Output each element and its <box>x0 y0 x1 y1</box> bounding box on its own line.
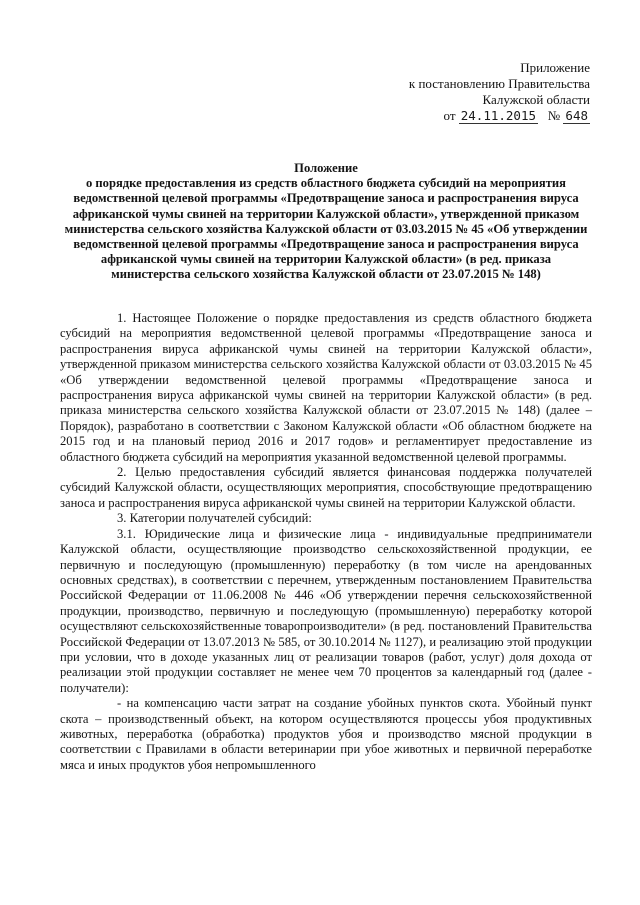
paragraph-bullet-1: - на компенсацию части затрат на создание убойных пунктов скота. Убойный пункт скота – производственный объект, на котором осуществляются процессы убоя продуктивных животных, переработка (обработка) продуктов убоя и производство мясной продукции в соответствии с Правилами в области ветеринарии при убое животных и первичной переработке мяса и иных продуктов убоя непромышленного <box>60 696 592 772</box>
paragraph-1: 1. Настоящее Положение о порядке предоставления из средств областного бюджета субсидий на мероприятия ведомственной целевой программы «Предотвращение заноса и распространения вируса африканской чумы свиней на территории Калужской области», утвержденной приказом министерства сельского хозяйства Калужской области от 03.03.2015 № 45 «Об утверждении ведомственной целевой программы «Предотвращение заноса и распространения вируса африканской чумы свиней на территории Калужской области» (в ред. приказа министерства сельского хозяйства Калужской области от 23.07.2015 № 148) (далее – Порядок), разработано в соответствии с Законом Калужской области «Об областном бюджете на 2015 год и на плановый период 2016 и 2017 годов» и регламентирует предоставление из областного бюджета субсидий на мероприятия указанной ведомственной целевой программы. <box>60 311 592 464</box>
appendix-label: Приложение <box>520 60 590 75</box>
document-title <box>60 161 592 283</box>
title-heading: Положение <box>294 161 358 175</box>
resolution-date: 24.11.2015 <box>460 108 537 123</box>
appendix-date-line <box>330 108 590 124</box>
paragraph-2: 2. Целью предоставления субсидий является финансовая поддержка получателей субсидий Калужской области, осуществляющих мероприятия, способствующие предотвращению заноса и распространения вируса африканской чумы свиней на территории Калужской области. <box>60 465 592 510</box>
date-prefix: от <box>443 108 456 123</box>
title-subtitle: о порядке предоставления из средств областного бюджета субсидий на мероприятия ведомственной целевой программы «Предотвращение заноса и распространения вируса африканской чумы свиней на территории Калужской области», утвержденной приказом министерства сельского хозяйства Калужской области от 03.03.2015 № 45 «Об утверждении ведомственной целевой программы «Предотвращение заноса и распространения вируса африканской чумы свиней на территории Калужской области» (в ред. приказа министерства сельского хозяйства Калужской области от 23.07.2015 № 148) <box>64 176 588 282</box>
appendix-resolution-ref: к постановлению Правительства <box>408 76 590 91</box>
resolution-number: 648 <box>565 108 588 123</box>
paragraph-3-1: 3.1. Юридические лица и физические лица - индивидуальные предприниматели Калужской области, осуществляющие производство сельскохозяйственной продукции, ее первичную и последующую (промышленную) переработку (в том числе на арендованных основных средствах), в соответствии с перечнем, утвержденным постановлением Правительства Российской Федерации от 11.06.2008 № 446 «Об утверждении перечня сельскохозяйственной продукции, производство, первичную и последующую (промышленную) переработку которой осуществляют сельскохозяйственные товаропроизводители» (в ред. постановлений Правительства Российской Федерации от 13.07.2013 № 585, от 30.10.2014 № 1127), и реализацию этой продукции при условии, что в доходе указанных лиц от реализации товаров (работ, услуг) доля дохода от реализации этой продукции составляет не менее чем 70 процентов за календарный год (далее - получатели): <box>60 526 592 695</box>
paragraph-3: 3. Категории получателей субсидий: <box>117 511 312 526</box>
appendix-header <box>330 60 590 124</box>
number-prefix: № <box>547 108 561 123</box>
appendix-region: Калужской области <box>482 92 590 107</box>
document-body <box>60 311 592 773</box>
